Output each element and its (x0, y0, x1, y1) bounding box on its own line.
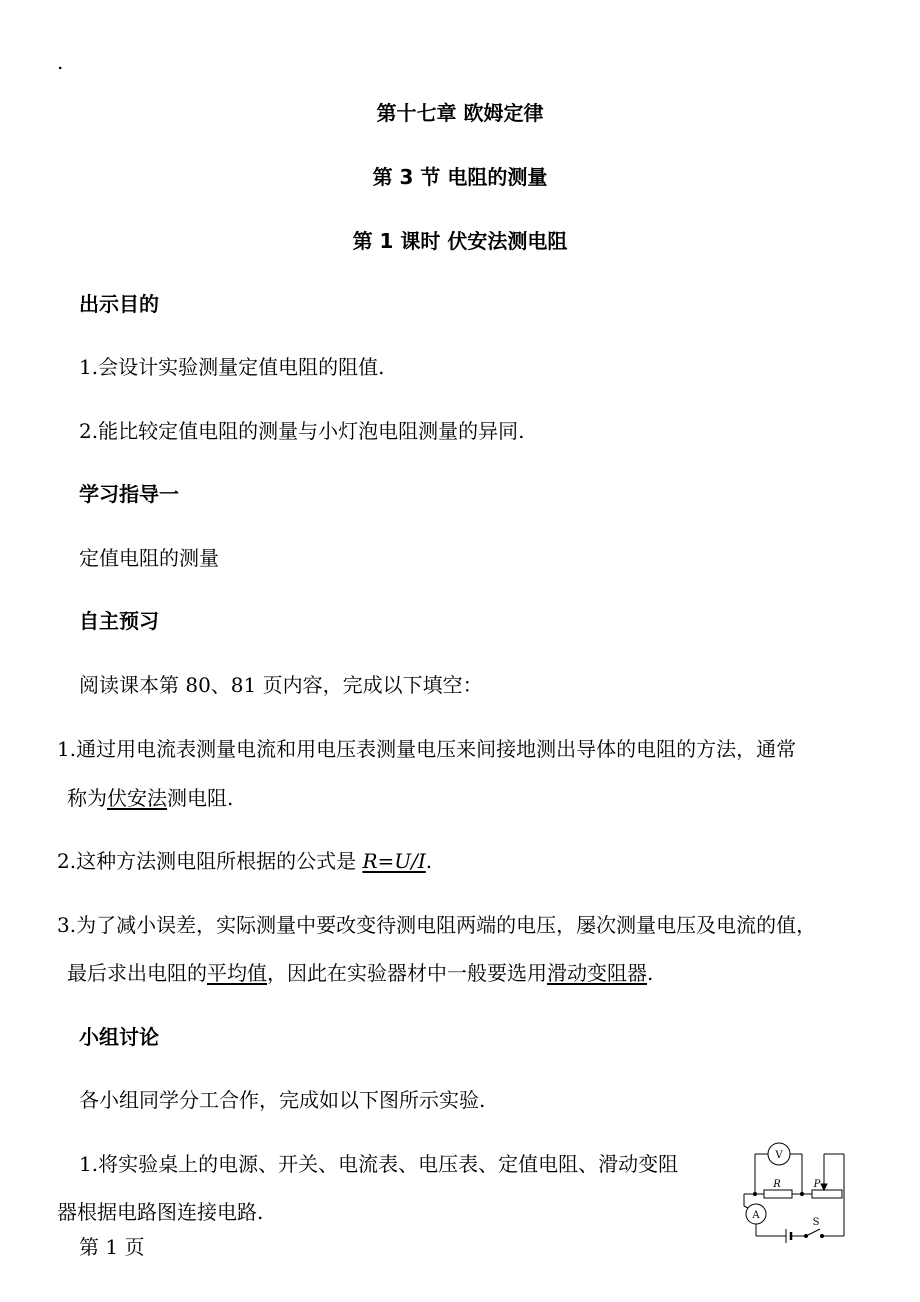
question-3-post: . (647, 961, 654, 985)
question-2-pre: 2.这种方法测电阻所根据的公式是 (57, 849, 363, 873)
question-2-post: . (425, 849, 433, 873)
ammeter-label: A (752, 1210, 760, 1221)
guide-1-topic: 定值电阻的测量 (79, 546, 219, 570)
voltmeter-label: V (775, 1150, 783, 1161)
question-3-mid: ，因此在实验器材中一般要选用 (267, 961, 547, 985)
junction-icon (800, 1192, 803, 1195)
question-2-answer: R=U/I (362, 849, 426, 873)
question-1-line-2 (67, 786, 233, 810)
question-1-line-1: 1.通过用电流表测量电流和用电压表测量电压来间接地测出导体的电阻的方法，通常 (57, 737, 797, 761)
page-dot: . (57, 50, 64, 74)
chapter-title: 第十七章 欧姆定律 (376, 101, 544, 125)
question-1-post: 测电阻. (167, 786, 234, 810)
question-1-pre: 称为 (67, 786, 107, 810)
junction-icon (753, 1192, 756, 1195)
lesson-title: 第 1 课时 伏安法测电阻 (352, 229, 568, 253)
question-2 (57, 849, 432, 873)
slider-label: P (813, 1179, 821, 1190)
step-1-line-1: 1.将实验桌上的电源、开关、电流表、电压表、定值电阻、滑动变阻 (79, 1152, 679, 1176)
objective-2: 2.能比较定值电阻的测量与小灯泡电阻测量的异同. (79, 419, 525, 443)
question-1-answer: 伏安法 (107, 786, 167, 810)
heading-objectives: 出示目的 (79, 292, 159, 316)
slider-arrowhead-icon (821, 1184, 827, 1190)
heading-guide-1: 学习指导一 (79, 482, 179, 506)
question-3-pre: 最后求出电阻的 (67, 961, 207, 985)
question-3-answer-1: 平均值 (207, 961, 267, 985)
heading-preview: 自主预习 (79, 609, 159, 633)
question-3-answer-2: 滑动变阻器 (547, 961, 647, 985)
preview-intro: 阅读课本第 80、81 页内容，完成以下填空： (79, 673, 483, 697)
heading-discussion: 小组讨论 (79, 1025, 159, 1049)
switch-icon (806, 1229, 820, 1236)
rheostat-icon (812, 1190, 842, 1198)
page-footer: 第 1 页 (79, 1235, 145, 1259)
step-1-line-2: 器根据电路图连接电路. (57, 1200, 264, 1224)
resistor-icon (764, 1190, 792, 1198)
circuit-diagram (740, 1140, 850, 1245)
resistor-label: R (773, 1179, 781, 1190)
section-title: 第 3 节 电阻的测量 (372, 165, 548, 189)
discussion-intro: 各小组同学分工合作，完成如以下图所示实验. (79, 1088, 486, 1112)
objective-1: 1.会设计实验测量定值电阻的阻值. (79, 355, 385, 379)
switch-label: S (812, 1217, 820, 1228)
circuit-wire (744, 1206, 748, 1208)
question-3-line-2 (67, 961, 653, 985)
question-3-line-1: 3.为了减小误差，实际测量中要改变待测电阻两端的电压，屡次测量电压及电流的值， (57, 913, 817, 937)
